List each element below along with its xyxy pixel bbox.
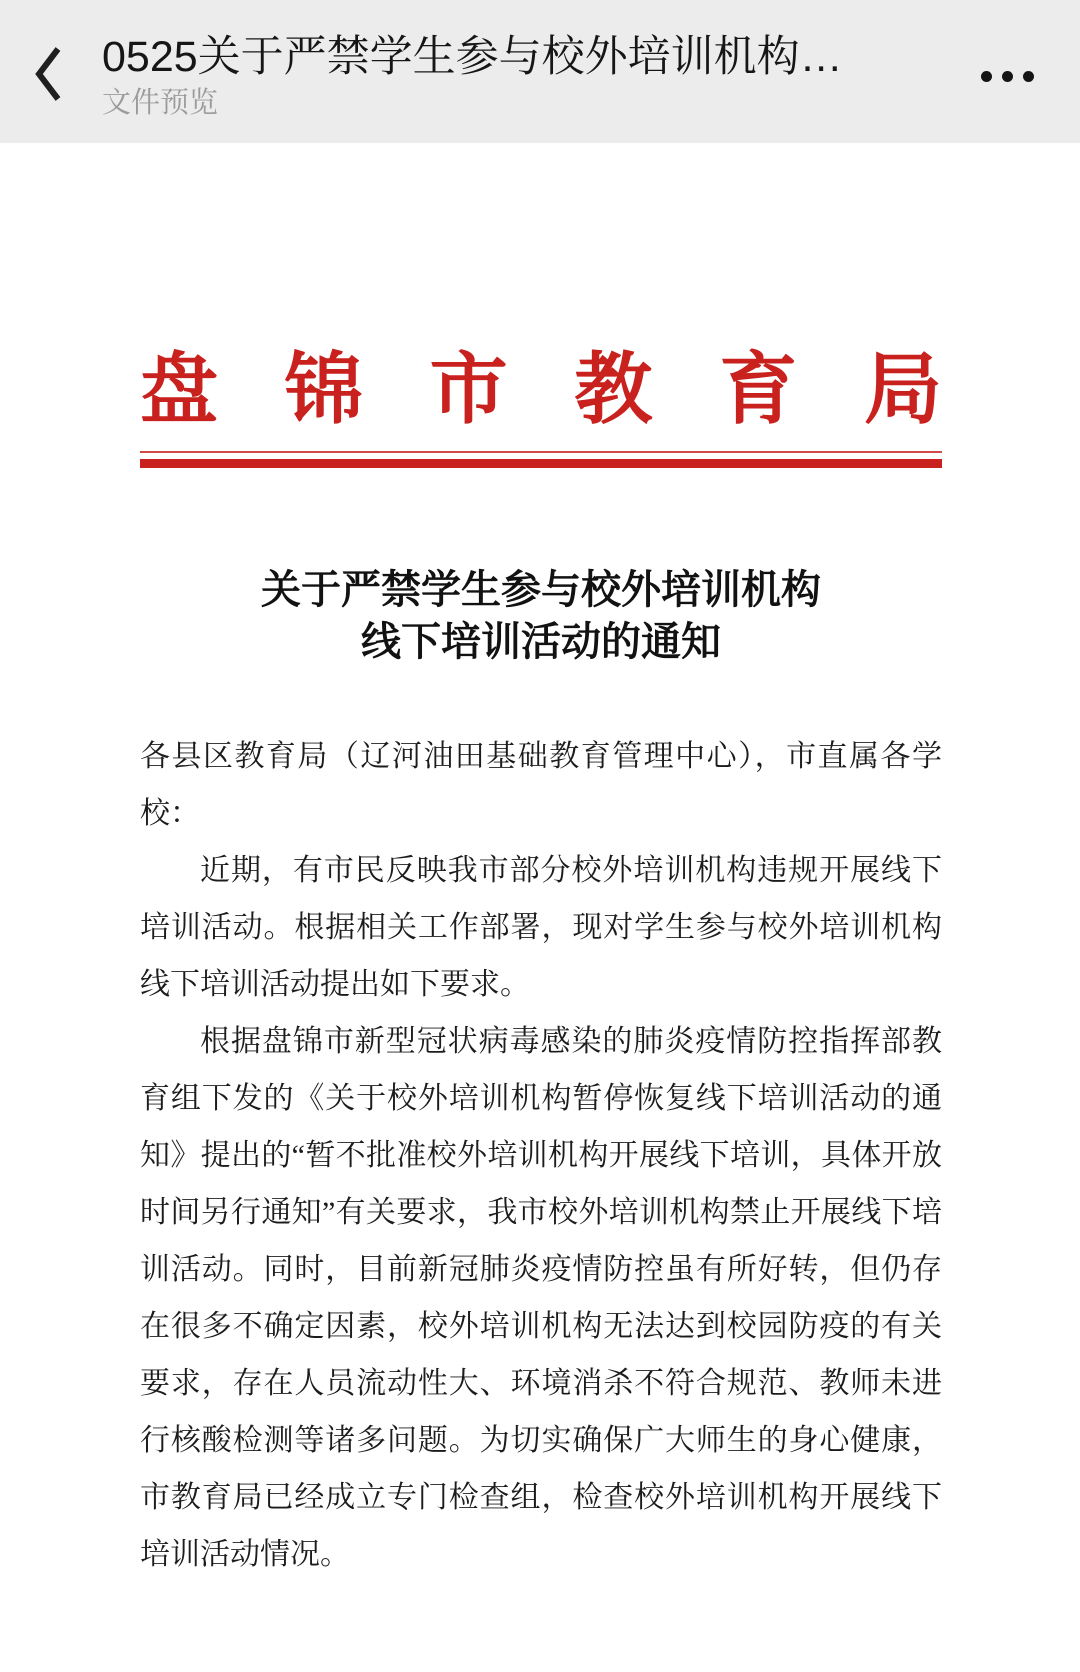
red-divider [140, 451, 942, 468]
document-title-line1: 关于严禁学生参与校外培训机构 [261, 567, 821, 612]
org-title-char: 市 [429, 346, 508, 433]
body-paragraph: 近期，有市民反映我市部分校外培训机构违规开展线下培训活动。根据相关工作部署，现对学生参与校外培训机构线下培训活动提出如下要求。 [140, 854, 942, 1001]
divider-thin-line [140, 451, 942, 453]
preview-label: 文件预览 [102, 87, 219, 120]
navbar [0, 0, 1080, 143]
org-title-char: 教 [574, 346, 653, 433]
org-title-char: 育 [719, 346, 798, 433]
org-title-char: 锦 [284, 346, 363, 433]
document-body [140, 728, 942, 1583]
org-title [140, 346, 942, 433]
org-title-char: 盘 [140, 346, 219, 433]
ellipsis-icon [981, 71, 1034, 82]
document-preview[interactable] [0, 346, 1080, 1583]
divider-thick-line [140, 459, 942, 468]
chevron-left-icon [33, 45, 63, 108]
back-button[interactable] [0, 10, 96, 143]
body-paragraph: 根据盘锦市新型冠状病毒感染的肺炎疫情防控指挥部教育组下发的《关于校外培训机构暂停恢复线下培训活动的通知》提出的“暂不批准校外培训机构开展线下培训，具体开放时间另行通知”有关要求，我市校外培训机构禁止开展线下培训活动。同时，目前新冠肺炎疫情防控虽有所好转，但仍存在很多不确定因素，校外培训机构无法达到校园防疫的有关要求，存在人员流动性大、环境消杀不符合规范、教师未进行核酸检测等诸多问题。为切实确保广大师生的身心健康，市教育局已经成立专门检查组，检查校外培训机构开展线下培训活动情况。 [140, 1025, 942, 1571]
more-menu-button[interactable] [981, 51, 1034, 102]
salutation-line: 各县区教育局（辽河油田基础教育管理中心），市直属各学校： [140, 740, 942, 830]
navbar-titles [102, 33, 961, 120]
document-title [140, 564, 942, 668]
file-title: 0525关于严禁学生参与校外培训机构… [102, 32, 843, 81]
document-title-line2: 线下培训活动的通知 [361, 619, 721, 664]
org-title-char: 局 [863, 346, 942, 433]
